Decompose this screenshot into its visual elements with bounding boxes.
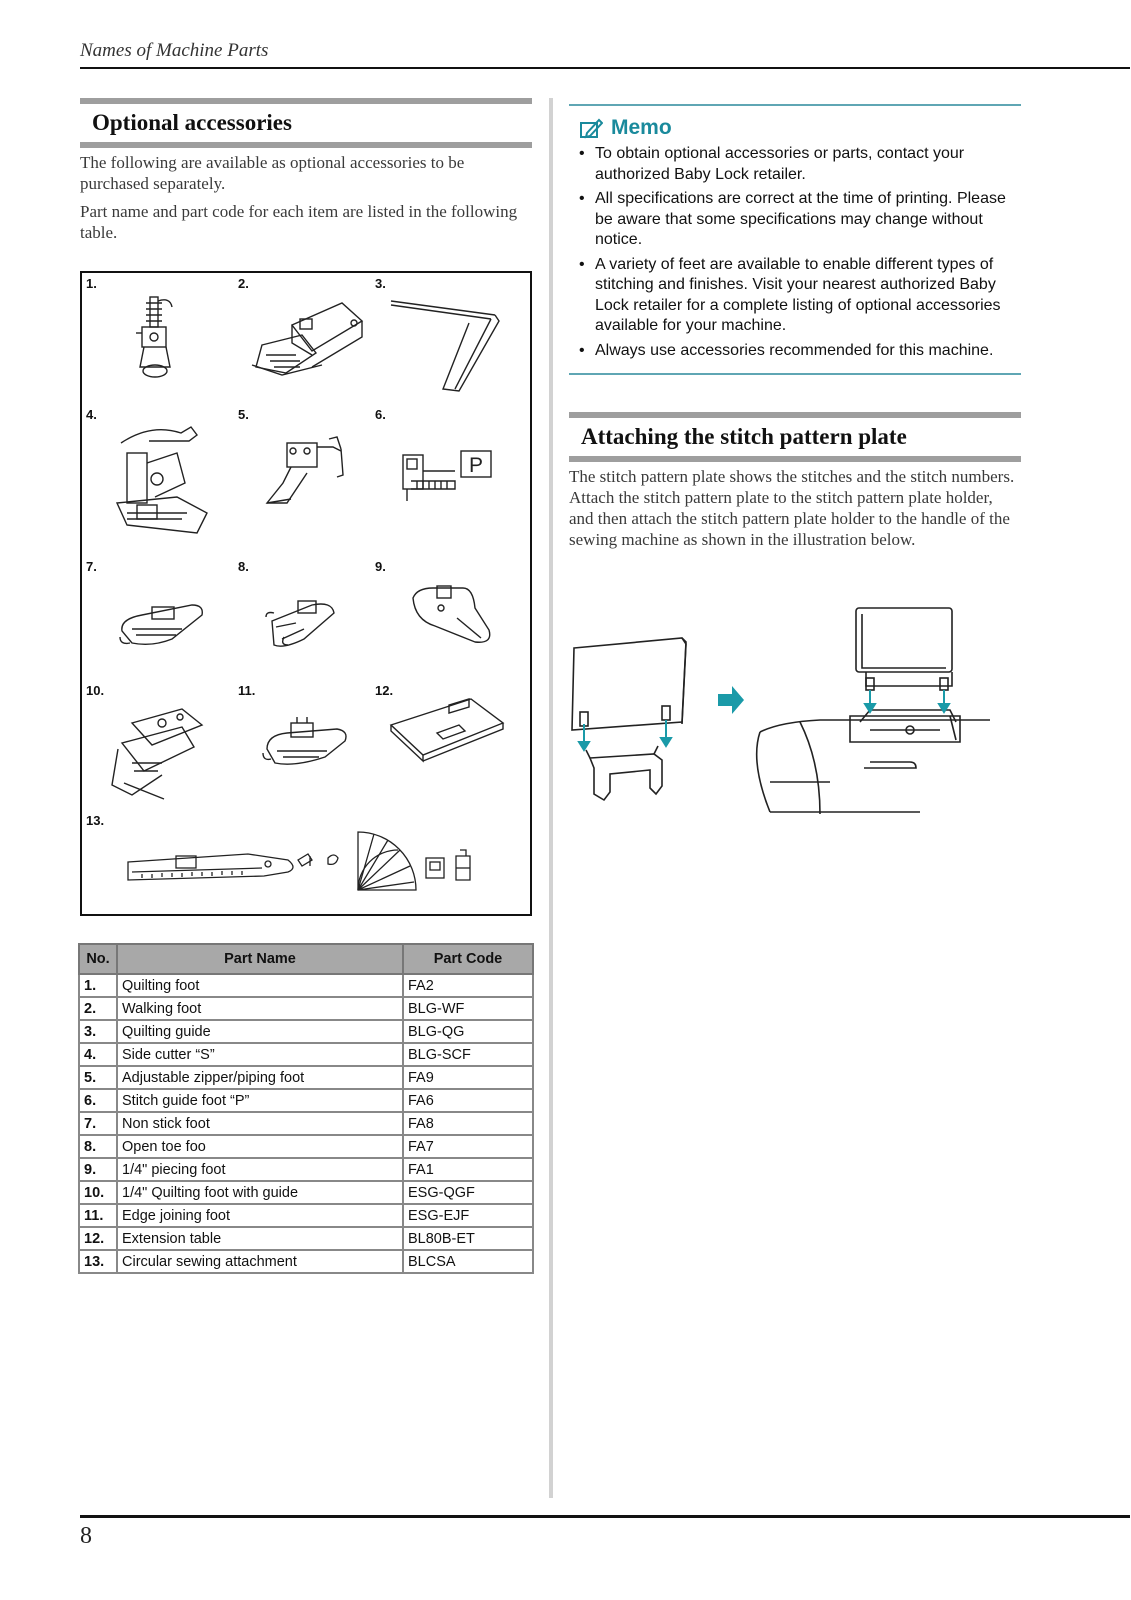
cell-no: 2. <box>79 997 117 1020</box>
table-row <box>79 1112 533 1135</box>
memo-item: • A variety of feet are available to enable different types of stitching and finishes. Visit your nearest authorized Baby Lock retailer for a complete listing of optional accessories available for your machine. <box>579 255 1015 337</box>
memo-pencil-icon <box>579 117 603 139</box>
cell-part-code: BLG-WF <box>403 997 533 1020</box>
cell-part-name: 1/4" piecing foot <box>117 1158 403 1181</box>
table-row <box>79 1181 533 1204</box>
memo-bottom-rule <box>569 373 1021 375</box>
figure-number: 11. <box>238 683 256 698</box>
extension-table-illustration <box>387 693 517 768</box>
cell-no: 7. <box>79 1112 117 1135</box>
table-header-row <box>79 944 533 974</box>
right-arrow-icon <box>718 686 744 714</box>
cell-part-name: Side cutter “S” <box>117 1043 403 1066</box>
table-row <box>79 1020 533 1043</box>
cell-part-name: Edge joining foot <box>117 1204 403 1227</box>
table-row <box>79 1135 533 1158</box>
section-title: Optional accessories <box>92 110 292 135</box>
table-row <box>79 1227 533 1250</box>
figure-number: 5. <box>238 407 249 422</box>
walking-foot-illustration <box>242 295 372 385</box>
table-row <box>79 997 533 1020</box>
figure-number: 6. <box>375 407 386 422</box>
page-number: 8 <box>80 1523 92 1549</box>
edge-joining-foot-illustration <box>257 713 357 773</box>
cell-no: 9. <box>79 1158 117 1181</box>
intro-paragraph: The following are available as optional accessories to be purchased separately. <box>80 153 465 193</box>
cell-part-code: ESG-QGF <box>403 1181 533 1204</box>
stitch-guide-foot-illustration <box>397 445 497 505</box>
side-cutter-illustration <box>107 423 222 543</box>
quarter-quilting-foot-illustration <box>102 703 222 808</box>
cell-no: 10. <box>79 1181 117 1204</box>
memo-title: Memo <box>611 116 672 139</box>
quilting-foot-illustration <box>122 293 192 383</box>
table-row <box>79 1204 533 1227</box>
cell-part-name: Non stick foot <box>117 1112 403 1135</box>
column-header-part-code: Part Code <box>403 944 533 974</box>
cell-no: 1. <box>79 974 117 997</box>
column-divider <box>549 98 553 1498</box>
cell-part-code: FA8 <box>403 1112 533 1135</box>
memo-item: • All specifications are correct at the time of printing. Please be aware that some specifications may change without notice. <box>579 189 1015 251</box>
cell-part-code: BLG-SCF <box>403 1043 533 1066</box>
footer-rule <box>80 1515 1130 1518</box>
memo-item: • To obtain optional accessories or parts, contact your authorized Baby Lock retailer. <box>579 144 1015 185</box>
cell-no: 5. <box>79 1066 117 1089</box>
cell-part-code: ESG-EJF <box>403 1204 533 1227</box>
figure-number: 10. <box>86 683 105 698</box>
stitch-plate-illustration <box>570 602 1000 842</box>
optional-accessories-heading <box>80 98 532 148</box>
stitch-plate-heading <box>569 412 1021 462</box>
running-head: Names of Machine Parts <box>80 40 269 61</box>
figure-number: 2. <box>238 276 249 291</box>
table-row <box>79 1250 533 1273</box>
cell-no: 3. <box>79 1020 117 1043</box>
table-row <box>79 1089 533 1112</box>
cell-part-code: BL80B-ET <box>403 1227 533 1250</box>
table-row <box>79 1158 533 1181</box>
cell-part-code: BLCSA <box>403 1250 533 1273</box>
foot-letter: P <box>468 454 484 477</box>
circular-sewing-attachment-illustration <box>122 828 502 908</box>
table-row <box>79 1043 533 1066</box>
quilting-guide-illustration <box>387 295 522 395</box>
figure-number: 13. <box>86 813 105 828</box>
cell-no: 11. <box>79 1204 117 1227</box>
cell-part-name: Walking foot <box>117 997 403 1020</box>
figure-number: 9. <box>375 559 386 574</box>
cell-part-name: 1/4" Quilting foot with guide <box>117 1181 403 1204</box>
cell-part-code: FA1 <box>403 1158 533 1181</box>
non-stick-foot-illustration <box>112 591 207 651</box>
zipper-piping-foot-illustration <box>257 433 352 513</box>
memo-box <box>569 104 1021 375</box>
cell-part-code: FA9 <box>403 1066 533 1089</box>
cell-part-code: BLG-QG <box>403 1020 533 1043</box>
section-title: Attaching the stitch pattern plate <box>581 424 907 449</box>
cell-part-name: Extension table <box>117 1227 403 1250</box>
column-header-part-name: Part Name <box>117 944 403 974</box>
cell-no: 6. <box>79 1089 117 1112</box>
open-toe-foot-illustration <box>262 591 347 651</box>
cell-part-name: Quilting guide <box>117 1020 403 1043</box>
stitch-plate-paragraph: The stitch pattern plate shows the stitches and the stitch numbers. Attach the stitch pattern plate to the stitch pattern plate holder, and then attach the stitch pattern plate holder to the handle of the sewing machine as shown in the illustration below. <box>569 467 1015 549</box>
cell-part-code: FA7 <box>403 1135 533 1158</box>
figure-number: 1. <box>86 276 97 291</box>
cell-part-code: FA6 <box>403 1089 533 1112</box>
cell-part-name: Quilting foot <box>117 974 403 997</box>
table-note-paragraph: Part name and part code for each item are listed in the following table. <box>80 202 518 242</box>
header-rule <box>80 67 1130 69</box>
figure-number: 3. <box>375 276 386 291</box>
column-header-no: No. <box>79 944 117 974</box>
cell-part-name: Open toe foo <box>117 1135 403 1158</box>
cell-no: 8. <box>79 1135 117 1158</box>
cell-part-name: Circular sewing attachment <box>117 1250 403 1273</box>
memo-header <box>569 106 1021 144</box>
cell-no: 13. <box>79 1250 117 1273</box>
accessories-figure <box>80 271 532 916</box>
memo-list <box>569 144 1021 373</box>
parts-table <box>78 943 534 1274</box>
table-row <box>79 974 533 997</box>
figure-number: 4. <box>86 407 97 422</box>
figure-number: 12. <box>375 683 394 698</box>
cell-part-name: Stitch guide foot “P” <box>117 1089 403 1112</box>
cell-part-name: Adjustable zipper/piping foot <box>117 1066 403 1089</box>
cell-part-code: FA2 <box>403 974 533 997</box>
table-row <box>79 1066 533 1089</box>
memo-item: • Always use accessories recommended for this machine. <box>579 341 1015 362</box>
figure-number: 8. <box>238 559 249 574</box>
piecing-foot-illustration <box>407 578 497 653</box>
cell-no: 4. <box>79 1043 117 1066</box>
cell-no: 12. <box>79 1227 117 1250</box>
figure-number: 7. <box>86 559 97 574</box>
